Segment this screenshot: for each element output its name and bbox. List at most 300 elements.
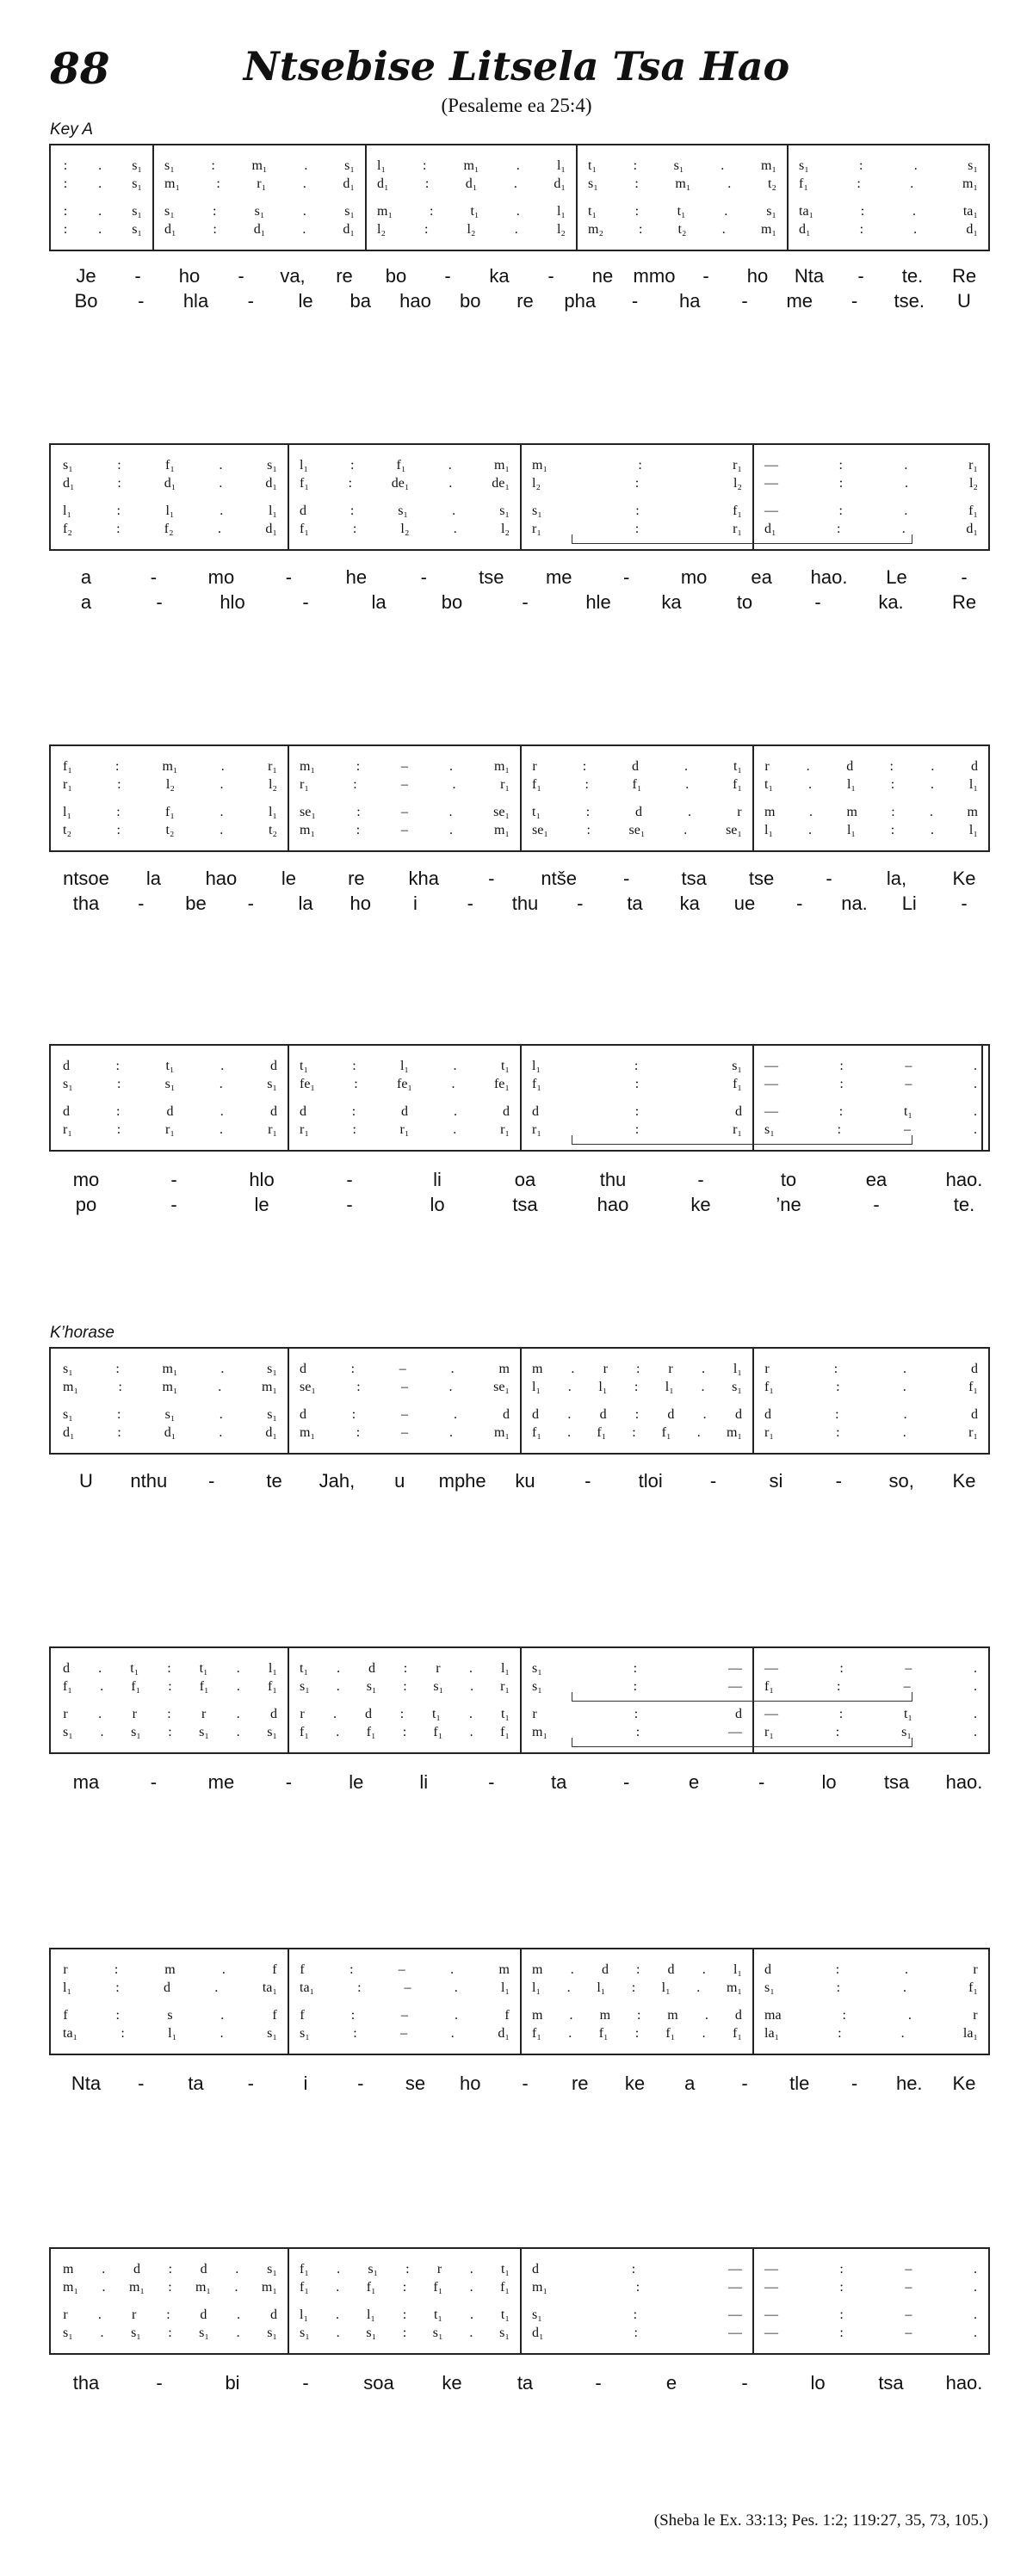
note-token: m₁ [164,176,181,191]
measure-notes [532,475,742,492]
note-token: d [503,1104,510,1119]
measure-notes [63,1361,277,1378]
note-token: . [513,176,517,191]
voice-part-row [51,176,988,193]
lyric-syllable: te. [901,265,924,287]
voice-part-row [51,1961,988,1979]
note-token: . [973,2307,977,2322]
note-token: : [167,1661,171,1676]
note-token: . [102,2262,106,2276]
note-token: r [201,1707,207,1721]
lyric-syllable: U [957,290,971,312]
note-token: : [631,1980,636,1995]
lyric-syllable: tha [72,2372,100,2394]
note-token: – [401,759,408,774]
note-token: f [272,2008,277,2023]
note-token: . [696,1425,701,1440]
note-token: se₁ [493,805,510,819]
lyric-syllable: tloi [638,1470,663,1492]
note-token: s₁ [532,1679,542,1694]
voice-part-row [51,203,988,220]
note-token: . [702,2026,706,2041]
note-token: . [236,1707,240,1721]
note-token: . [337,2262,341,2276]
lyric-syllable: - [150,566,158,588]
note-token: d [734,1407,742,1422]
lyric-syllable: po [75,1194,97,1215]
measure-notes [63,1961,277,1979]
measure-notes [300,2007,510,2024]
note-token: – [905,2326,912,2340]
note-token: s₁ [732,1380,742,1394]
note-token: . [217,522,221,536]
note-token: : [857,176,861,191]
note-token: d [635,805,642,819]
note-token: — [764,1661,778,1676]
note-token: . [701,1362,705,1376]
note-token: : [859,222,864,237]
note-token: s₁ [532,503,542,518]
note-token: d [300,1104,306,1119]
note-token: d [300,1362,306,1376]
note-token: : [350,1362,356,1376]
note-token: f₁ [733,1077,742,1091]
note-token: . [901,522,906,536]
note-token: s₁ [199,1725,209,1739]
note-token: r₁ [165,1122,175,1137]
measure-notes [300,1706,510,1723]
note-token: . [913,158,918,173]
note-token: f₂ [63,522,72,536]
note-token: . [218,1380,222,1394]
lyric-syllable: ntše [541,868,578,889]
note-token: m₁ [675,176,691,191]
note-token: r₁ [764,1425,774,1440]
note-token: f₁ [165,458,175,473]
lyric-syllable: - [488,1771,495,1793]
lyric-syllable: - [302,2372,309,2394]
note-token: m [498,1962,510,1977]
measure-notes [300,457,510,474]
lyric-syllable: hao [205,868,238,889]
note-token: f₁ [733,2026,742,2041]
lyric-syllable: - [208,1470,215,1492]
note-token: se₁ [300,805,316,819]
note-token: : [211,158,215,173]
note-token: l₁ [63,805,72,819]
note-token: f₁ [968,1980,978,1995]
note-token: f₁ [733,777,742,792]
measure-notes [764,1058,978,1075]
lyric-syllable: ke [690,1194,711,1215]
lyric-syllable: bo [441,591,463,613]
note-token: d₁ [63,1425,75,1440]
note-token: l₁ [665,1380,674,1394]
lyric-syllable: la, [886,868,907,889]
lyric-syllable: - [302,591,309,613]
note-token: . [568,2026,572,2041]
voice-part-row [51,221,988,238]
note-token: t₂ [767,176,776,191]
note-token: r₁ [268,759,277,774]
note-token: se₁ [532,823,548,837]
note-token: s₁ [267,1362,277,1376]
note-token: s₁ [588,176,598,191]
note-token: r [63,1962,68,1977]
lyric-syllable: me [207,1771,235,1793]
lyric-line [0,566,1033,590]
measure-notes [164,176,355,193]
note-token: l₁ [399,1059,409,1073]
note-token: s₁ [267,1077,277,1091]
note-token: m [532,1962,543,1977]
note-token: . [567,1407,572,1422]
note-token: t₁ [500,2262,510,2276]
note-token: f₁ [396,458,406,473]
note-token: d [532,1104,539,1119]
measure-notes [300,776,510,794]
note-token: . [220,805,224,819]
note-token: f₂ [164,522,174,536]
note-token: r₁ [968,1425,978,1440]
note-token: . [900,2026,905,2041]
lyric-syllable: a [80,566,92,588]
note-token: d [601,1962,609,1977]
note-token: t₂ [677,222,687,237]
measure-notes [588,158,776,175]
note-token: . [219,1425,223,1440]
lyric-syllable: - [346,1169,353,1190]
note-token: . [913,222,918,237]
lyric-syllable: he. [895,2073,923,2094]
note-token: . [929,805,933,819]
note-token: d₁ [532,2326,544,2340]
note-token: . [448,476,453,491]
voice-part-row [51,503,988,520]
note-token: . [450,1362,455,1376]
note-token: f [272,1962,277,1977]
note-token: d [599,1407,607,1422]
note-token: s₁ [267,2026,277,2041]
note-token: s₁ [63,458,73,473]
lyric-syllable: hao. [810,566,848,588]
note-token: r₁ [532,1122,541,1137]
note-token: . [448,458,452,473]
note-token: : [839,2326,844,2340]
note-token: r [300,1707,305,1721]
voice-part-row [51,475,988,492]
note-token: . [219,476,223,491]
measure-notes [63,503,277,520]
note-token: f [300,1962,305,1977]
note-token: : [356,759,361,774]
lyric-syllable: - [138,893,145,914]
note-token: m₁ [463,158,479,173]
note-token: ta₁ [962,204,978,219]
lyric-syllable: ha [679,290,701,312]
note-token: ta₁ [300,1980,315,1995]
note-token: s₁ [132,158,142,173]
note-token: l₁ [532,1380,541,1394]
measure-notes [588,221,776,238]
note-token: : [634,1122,640,1137]
note-token: d [63,1059,70,1073]
lyric-syllable: - [702,265,709,287]
measure-notes [532,1361,742,1378]
measure-notes [764,2307,978,2324]
note-token: . [302,204,306,219]
lyric-syllable: bi [225,2372,240,2394]
note-token: s₁ [164,1407,176,1422]
note-token: f₁ [532,1425,541,1440]
note-token: . [219,1077,223,1091]
lyric-syllable: li [433,1169,442,1190]
lyric-syllable: - [238,265,244,287]
note-token: m₁ [532,1725,548,1739]
note-token: s₁ [499,503,510,518]
note-token: r [436,2262,442,2276]
lyric-line [0,1169,1033,1193]
lyric-syllable: Le [886,566,907,588]
voice-part-row [51,2307,988,2324]
voice-part-row [51,804,988,821]
voice-part-row [51,776,988,794]
note-token: f₁ [300,2262,309,2276]
lyric-syllable: lo [810,2372,826,2394]
note-token: f₁ [199,1679,209,1694]
lyric-syllable: hle [585,591,611,613]
voice-part-row [51,1660,988,1677]
note-token: . [448,1425,453,1440]
note-token: : [352,522,357,536]
lyric-syllable: - [697,1169,704,1190]
note-token: . [236,1679,240,1694]
music-system [49,144,990,251]
note-token: : [168,1679,172,1694]
measure-notes [377,203,566,220]
measure-notes [532,1103,742,1121]
note-token: — [764,476,778,491]
note-token: . [721,222,726,237]
lyric-syllable: hao [399,290,431,312]
note-token: . [903,1407,907,1422]
measure-notes [532,1406,742,1424]
note-token: f₁ [733,503,742,518]
note-token: s₁ [63,2326,73,2340]
note-token: f₁ [300,522,309,536]
note-token: : [633,1661,638,1676]
measure-notes [300,475,510,492]
note-token: : [352,1059,356,1073]
lyric-syllable: - [961,893,968,914]
note-token: f₁ [532,1077,541,1091]
note-token: : [114,759,120,774]
note-token: : [891,805,895,819]
note-token: : [633,158,638,173]
note-token: : [423,158,427,173]
note-token: . [453,1059,457,1073]
note-token: f₁ [968,1380,978,1394]
lyric-syllable: i [303,2073,308,2094]
note-token: s₁ [132,204,142,219]
note-token: . [302,176,306,191]
lyric-syllable: Re [951,591,977,613]
lyric-syllable: - [247,290,254,312]
note-token: r₁ [500,1679,510,1694]
note-token: : [634,1380,639,1394]
note-token: . [220,1122,223,1137]
note-token: : [585,777,589,792]
note-token: : [168,2262,173,2276]
note-token: m₁ [162,1362,178,1376]
note-token: d [163,1980,170,1995]
note-token: . [220,503,224,518]
measure-notes [300,1121,510,1139]
measure-notes [300,521,510,538]
note-token: fe₁ [300,1077,316,1091]
note-token: l₂ [532,476,541,491]
lyric-syllable: Ke [952,868,976,889]
note-token: : [213,222,217,237]
note-token: : [639,222,643,237]
measure-notes [300,2261,510,2278]
note-token: . [469,2262,473,2276]
lyric-syllable: - [585,1470,591,1492]
music-system [49,2247,990,2355]
measure-notes [300,503,510,520]
note-token: : [839,2280,844,2295]
note-token: d [735,1104,742,1119]
note-token: : [636,2008,641,2023]
lyric-syllable: - [156,2372,163,2394]
measure-notes [300,2325,510,2342]
measure-notes [300,1103,510,1121]
lyric-syllable: ku [515,1470,535,1492]
measure-notes [164,158,355,175]
note-token: . [701,1380,705,1394]
note-token: : [838,1104,844,1119]
note-token: . [902,1425,906,1440]
measure-notes [377,176,566,193]
lyric-syllable: re [516,290,534,312]
note-token: : [115,1980,120,1995]
note-token: : [632,1425,636,1440]
voice-part-row [51,158,988,175]
measure-notes [63,1660,277,1677]
note-token: r₁ [63,777,72,792]
note-token: f₁ [532,2026,541,2041]
note-token: – [401,805,408,819]
voice-part-row [51,1706,988,1723]
lyric-syllable: ka. [878,591,904,613]
note-token: : [116,503,121,518]
note-token: . [452,777,456,792]
note-token: m₁ [377,204,393,219]
lyric-syllable: - [285,1771,293,1793]
note-token: : [586,823,591,837]
note-token: f₁ [165,805,175,819]
measure-notes [532,1706,742,1723]
measure-notes [63,1121,277,1139]
note-token: : [430,204,434,219]
note-token: : [167,1707,171,1721]
note-token: l₁ [165,503,175,518]
note-token: : [634,204,640,219]
lyric-syllable: Ke [952,2073,976,2094]
note-token: : [839,1661,844,1676]
lyric-syllable: hao. [945,1771,983,1793]
note-token: s₁ [732,1059,742,1073]
lyric-syllable: u [394,1470,405,1492]
note-token: d₁ [377,176,389,191]
note-token: . [236,2326,240,2340]
lyric-syllable: hao. [945,1169,983,1190]
note-token: – [905,2307,912,2322]
lyric-syllable: le [298,290,313,312]
note-token: s₁ [63,1725,73,1739]
measure-notes [300,1660,510,1677]
note-token: m [967,805,978,819]
note-token: : [116,1122,121,1137]
note-token: . [337,1661,341,1676]
lyric-line [0,591,1033,615]
note-token: : [582,759,587,774]
lyric-syllable: - [826,868,832,889]
lyric-syllable: ka [489,265,510,287]
measure-notes [300,1361,510,1378]
note-token: : [349,1962,354,1977]
lyric-syllable: be [185,893,207,914]
measure-notes [164,221,355,238]
note-token: s₁ [433,1679,444,1694]
note-token: . [973,2262,977,2276]
note-token: l₁ [597,1980,606,1995]
note-token: d₁ [966,522,978,536]
note-token: l₁ [168,2026,177,2041]
lyric-syllable: mo [72,1169,100,1190]
note-token: — [764,503,778,518]
note-token: d [63,1661,70,1676]
note-token: t₁ [588,204,597,219]
lyric-syllable: - [134,265,141,287]
lyric-syllable: le [254,1194,269,1215]
voice-part-row [51,1076,988,1093]
note-token: s₁ [673,158,684,173]
lyric-syllable: - [138,290,145,312]
note-token: s₁ [532,2307,542,2322]
note-token: : [348,476,353,491]
measure-notes [63,1980,277,1997]
note-token: . [98,204,102,219]
measure-notes [764,1103,978,1121]
note-token: d₁ [465,176,478,191]
measure-notes [300,1424,510,1442]
note-token: . [102,2280,106,2295]
note-token: . [973,1707,977,1721]
lyric-syllable: - [814,591,821,613]
lyric-syllable: ma [72,1771,100,1793]
note-token: s₁ [131,2326,141,2340]
note-token: . [304,158,308,173]
note-token: r [532,1707,537,1721]
note-token: . [721,158,725,173]
lyric-syllable: la [298,893,313,914]
note-token: ma [764,2008,782,2023]
note-token: — [764,1707,778,1721]
note-token: . [336,1679,340,1694]
note-token: t₁ [532,805,541,819]
note-token: . [973,2326,977,2340]
